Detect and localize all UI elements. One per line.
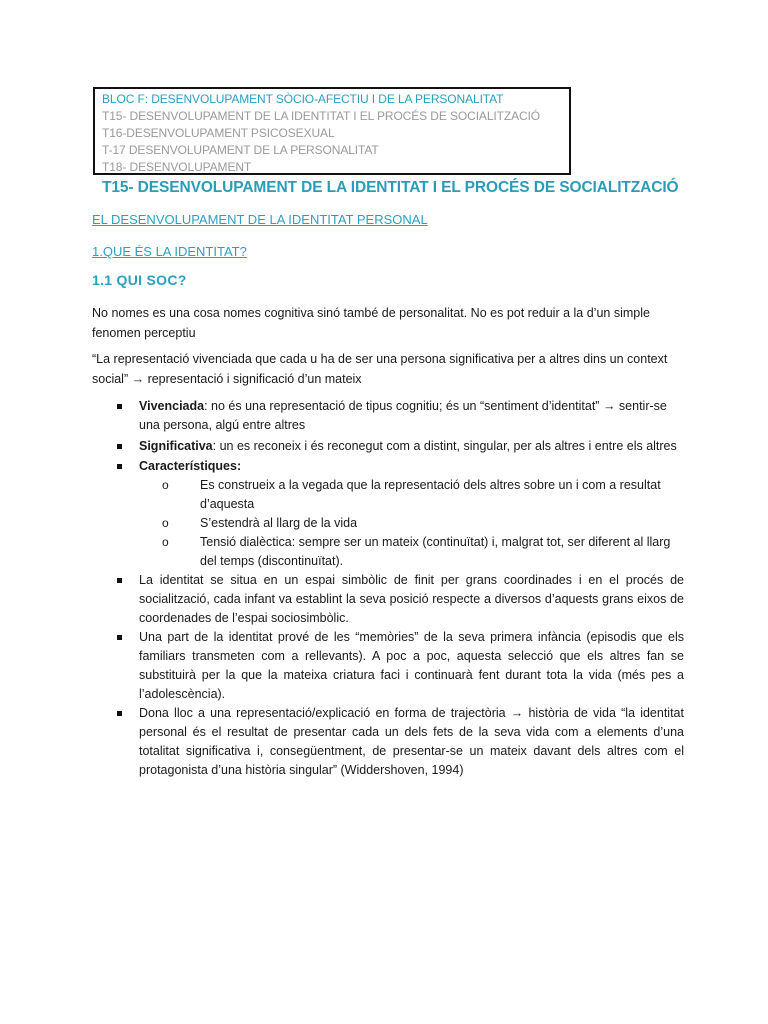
subsection-title-1-1: 1.1 QUI SOC? [92, 272, 187, 288]
list-item [92, 397, 684, 435]
list-item [92, 628, 684, 704]
bullet-list [92, 397, 684, 780]
bloc-topic-t16: T16-DESENVOLUPAMENT PSICOSEXUAL [102, 126, 335, 140]
list-item [139, 514, 684, 533]
bloc-topic-t18: T18- DESENVOLUPAMENT [102, 160, 252, 174]
list-item [92, 457, 684, 571]
bloc-summary-box [93, 87, 571, 175]
bullet-text: : un es reconeix i és reconegut com a distint, singular, per als altres i entre els altres [212, 439, 677, 453]
bloc-topic-t15: T15- DESENVOLUPAMENT DE LA IDENTITAT I EL PROCÉS DE SOCIALITZACIÓ [102, 109, 541, 123]
bullet-circle-icon: o [162, 478, 169, 492]
bullet-text: La identitat se situa en un espai simbòlic de finit per grans coordinades i en el procés de socialització, cada infant va establint la seva posició respecte a diversos d’aquests grans eixos de coordenades de l’espai sociosimbòlic. [139, 573, 684, 625]
characteristic-text: Es construeix a la vegada que la representació dels altres sobre un i com a resultat d’aquesta [200, 478, 661, 511]
bullet-square-icon [117, 578, 122, 583]
list-item [92, 571, 684, 628]
section-title: EL DESENVOLUPAMENT DE LA IDENTITAT PERSONAL [92, 212, 428, 227]
bullet-term: Significativa [139, 439, 213, 453]
bullet-square-icon [117, 404, 122, 409]
bullet-circle-icon: o [162, 516, 169, 530]
bullet-circle-icon: o [162, 535, 169, 549]
bullet-term: Característiques: [139, 459, 242, 473]
bullet-text: Una part de la identitat prové de les “memòries” de la seva primera infància (episodis que els familiars transmeten com a rellevants). A poc a poc, aquesta selecció que els altres fan se substituirà per la que la mateixa criatura faci i continuarà fent durant tota la vida (més pes a l’adolescència). [139, 630, 684, 701]
list-item [92, 704, 684, 780]
bullet-square-icon [117, 635, 122, 640]
bullet-term: Vivenciada [139, 399, 205, 413]
paragraph-2: “La representació vivenciada que cada u ha de ser una persona significativa per a altres dins un context social” → representació i significació d’un mateix [92, 352, 668, 386]
subsection-title-1: 1.QUE ÉS LA IDENTITAT? [92, 244, 247, 259]
paragraph-1: No nomes es una cosa nomes cognitiva sinó també de personalitat. No es pot reduir a la d’un simple fenomen perceptiu [92, 306, 650, 340]
characteristic-text: Tensió dialèctica: sempre ser un mateix (continuïtat) i, malgrat tot, ser diferent al llarg del temps (discontinuïtat). [200, 535, 671, 568]
bullet-square-icon [117, 711, 122, 716]
bloc-topic-t17: T-17 DESENVOLUPAMENT DE LA PERSONALITAT [102, 143, 379, 157]
list-item [139, 533, 684, 571]
characteristic-text: S’estendrà al llarg de la vida [200, 516, 358, 530]
list-item [139, 476, 684, 514]
bullet-text: : no és una representació de tipus cognitiu; és un “sentiment d’identitat” → sentir-se una persona, algú entre altres [139, 399, 667, 432]
bullet-square-icon [117, 464, 122, 469]
bullet-square-icon [117, 444, 122, 449]
list-item [92, 437, 684, 456]
bullet-text: Dona lloc a una representació/explicació en forma de trajectòria → història de vida “la identitat personal és el resultat de presentar cada un dels fets de la seva vida com a elements d’una totalitat significativa i, consegüentment, de presentar-se un mateix davant dels altres com el protagonista d’una història singular” (Widdershoven, 1994) [139, 706, 684, 777]
page-title: T15- DESENVOLUPAMENT DE LA IDENTITAT I EL PROCÉS DE SOCIALITZACIÓ [102, 179, 679, 196]
characteristics-list [139, 476, 684, 571]
bloc-title: BLOC F: DESENVOLUPAMENT SÒCIO-AFECTIU I DE LA PERSONALITAT [102, 92, 504, 106]
